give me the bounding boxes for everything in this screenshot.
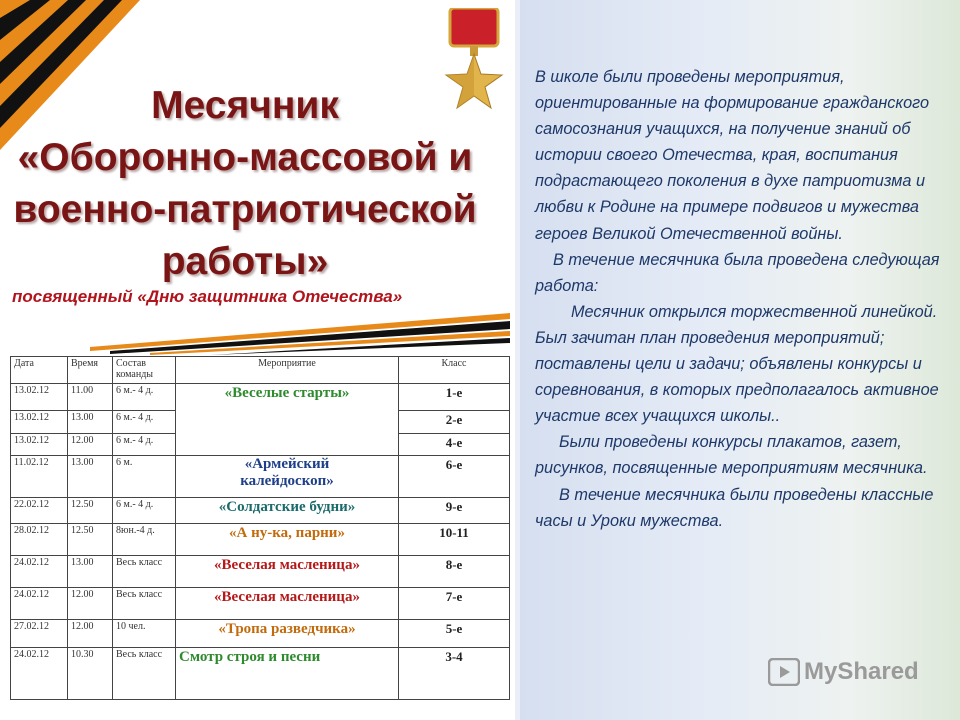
- cell-team: Весь класс: [113, 556, 176, 588]
- cell-class: 1-е: [399, 384, 510, 411]
- table-row: [11, 384, 510, 411]
- cell-time: 12.00: [68, 588, 113, 620]
- cell-event: «Веселая масленица»: [176, 556, 399, 588]
- title-line: Месячник: [151, 84, 339, 127]
- cell-team: Весь класс: [113, 588, 176, 620]
- cell-event: «Солдатские будни»: [176, 498, 399, 524]
- paragraph: В течение месячника была проведена следующая работа:: [535, 250, 940, 295]
- cell-date: 24.02.12: [11, 648, 68, 700]
- cell-team: 6 м.- 4 д.: [113, 434, 176, 456]
- table-row: [11, 556, 510, 588]
- cell-time: 10.30: [68, 648, 113, 700]
- cell-team: 6 м.: [113, 456, 176, 498]
- paragraph: В течение месячника были проведены классные часы и Уроки мужества.: [535, 485, 934, 530]
- cell-team: 6 м.- 4 д.: [113, 384, 176, 411]
- watermark-text: MyShared: [804, 658, 919, 685]
- slide-subtitle: посвященный «Дню защитника Отечества»: [12, 287, 403, 306]
- table-row: [11, 498, 510, 524]
- column-header-team: Состав команды: [113, 357, 176, 384]
- cell-team: 6 м.- 4 д.: [113, 411, 176, 434]
- myshared-play-icon: [768, 658, 800, 686]
- cell-date: 13.02.12: [11, 434, 68, 456]
- cell-date: 28.02.12: [11, 524, 68, 556]
- cell-class: 8-е: [399, 556, 510, 588]
- watermark-logo[interactable]: [768, 658, 919, 686]
- table-row: [11, 456, 510, 498]
- cell-class: 9-е: [399, 498, 510, 524]
- cell-class: 10-11: [399, 524, 510, 556]
- cell-time: 12.50: [68, 524, 113, 556]
- cell-team: 10 чел.: [113, 620, 176, 648]
- paragraph: Были проведены конкурсы плакатов, газет, рисунков, посвященные мероприятиям месячника.: [535, 433, 928, 478]
- decorative-stripes: [90, 305, 510, 355]
- column-header-date: Дата: [11, 357, 68, 384]
- cell-time: 13.00: [68, 456, 113, 498]
- table-row: [11, 648, 510, 700]
- cell-class: 5-е: [399, 620, 510, 648]
- cell-time: 12.00: [68, 434, 113, 456]
- cell-time: 12.00: [68, 620, 113, 648]
- title-line: «Оборонно-массовой и: [17, 136, 473, 179]
- cell-event: Смотр строя и песни: [176, 648, 399, 700]
- table-header-row: [11, 357, 510, 384]
- cell-class: 6-е: [399, 456, 510, 498]
- cell-date: 13.02.12: [11, 384, 68, 411]
- cell-time: 13.00: [68, 556, 113, 588]
- paragraph: Месячник открылся торжественной линейкой. Был зачитан план проведения мероприятий; поставлены цели и задачи; объявлены конкурсы и соревнования, в которых предполагалось активное участие всех учащихся школы..: [535, 302, 939, 426]
- cell-date: 11.02.12: [11, 456, 68, 498]
- cell-team: Весь класс: [113, 648, 176, 700]
- cell-team: 8юн.-4 д.: [113, 524, 176, 556]
- cell-event: «Веселая масленица»: [176, 588, 399, 620]
- cell-class: 3-4: [399, 648, 510, 700]
- slide-title: [10, 80, 480, 288]
- cell-team: 6 м.- 4 д.: [113, 498, 176, 524]
- description-text: [535, 64, 950, 534]
- cell-time: 13.00: [68, 411, 113, 434]
- cell-event: «Армейский калейдоскоп»: [176, 456, 399, 498]
- cell-class: 2-е: [399, 411, 510, 434]
- cell-date: 24.02.12: [11, 556, 68, 588]
- cell-class: 7-е: [399, 588, 510, 620]
- cell-date: 13.02.12: [11, 411, 68, 434]
- cell-date: 27.02.12: [11, 620, 68, 648]
- title-line: военно-патриотической: [13, 188, 477, 231]
- column-header-class: Класс: [399, 357, 510, 384]
- table-row: [11, 620, 510, 648]
- title-line: работы»: [161, 240, 329, 283]
- cell-date: 22.02.12: [11, 498, 68, 524]
- schedule-table: [10, 356, 510, 704]
- column-header-event: Мероприятие: [176, 357, 399, 384]
- cell-event: «А ну-ка, парни»: [176, 524, 399, 556]
- paragraph: В школе были проведены мероприятия, ориентированные на формирование гражданского самосознания учащихся, на получение знаний об истории своего Отечества, края, воспитания подрастающего поколения в духе патриотизма и любви к Родине на примере подвигов и мужества героев Великой Отечественной войны.: [535, 68, 930, 243]
- table-row: [11, 588, 510, 620]
- cell-event: «Тропа разведчика»: [176, 620, 399, 648]
- cell-time: 12.50: [68, 498, 113, 524]
- table-row: [11, 524, 510, 556]
- cell-event: «Веселые старты»: [176, 384, 399, 456]
- cell-class: 4-е: [399, 434, 510, 456]
- column-header-time: Время: [68, 357, 113, 384]
- cell-date: 24.02.12: [11, 588, 68, 620]
- cell-time: 11.00: [68, 384, 113, 411]
